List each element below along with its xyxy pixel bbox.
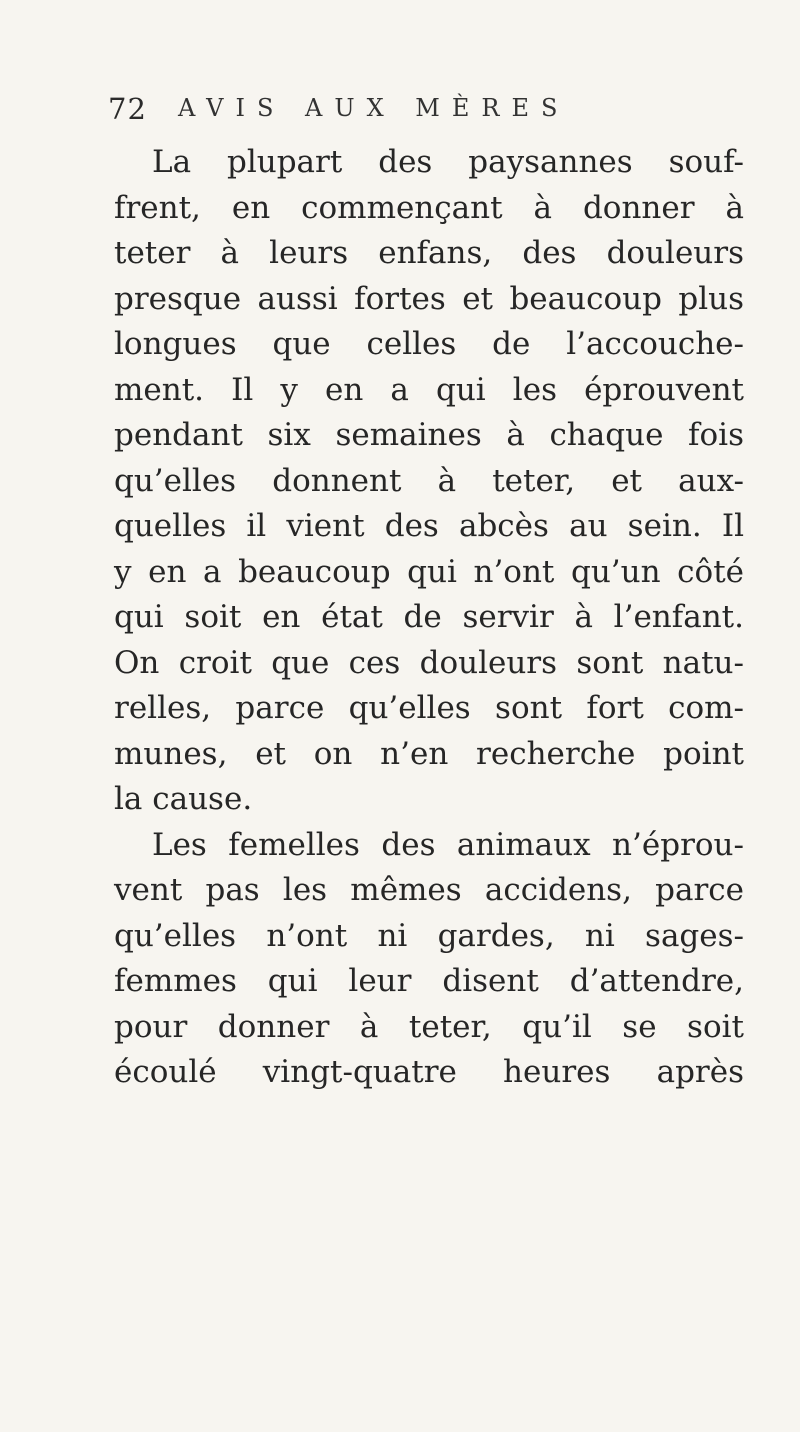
text-line: On croit que ces douleurs sont natu- <box>114 644 744 681</box>
text-line: frent, en commençant à donner à <box>114 189 744 226</box>
text-line: relles, parce qu’elles sont fort com- <box>114 690 744 726</box>
text-line: y en a beaucoup qui n’ont qu’un côté <box>114 553 744 590</box>
text-line: la cause. <box>114 781 253 817</box>
text-line: quelles il vient des abcès au sein. Il <box>114 508 744 544</box>
text-line: écoulé vingt-quatre heures après <box>114 1054 744 1090</box>
text-line: qu’elles donnent à teter, et aux- <box>114 462 744 499</box>
page-number: 72 <box>108 92 147 126</box>
text-line: Les femelles des animaux n’éprou- <box>152 826 744 863</box>
text-line: pour donner à teter, qu’il se soit <box>114 1008 744 1045</box>
running-title: AVIS AUX MÈRES <box>178 94 570 122</box>
text-line: femmes qui leur disent d’attendre, <box>114 963 744 999</box>
text-line: qui soit en état de servir à l’enfant. <box>114 599 744 635</box>
text-line: La plupart des paysannes souf- <box>152 144 744 180</box>
page-header <box>108 92 708 132</box>
body-text <box>114 140 744 1096</box>
text-line: qu’elles n’ont ni gardes, ni sages- <box>114 917 744 954</box>
text-line: vent pas les mêmes accidens, parce <box>114 872 744 908</box>
text-line: presque aussi fortes et beaucoup plus <box>114 280 744 317</box>
text-line: pendant six semaines à chaque fois <box>114 417 744 453</box>
text-line: longues que celles de l’accouche- <box>114 326 744 362</box>
text-line: teter à leurs enfans, des douleurs <box>114 235 744 271</box>
text-line: ment. Il y en a qui les éprouvent <box>114 371 744 408</box>
text-line: munes, et on n’en recherche point <box>114 735 744 772</box>
